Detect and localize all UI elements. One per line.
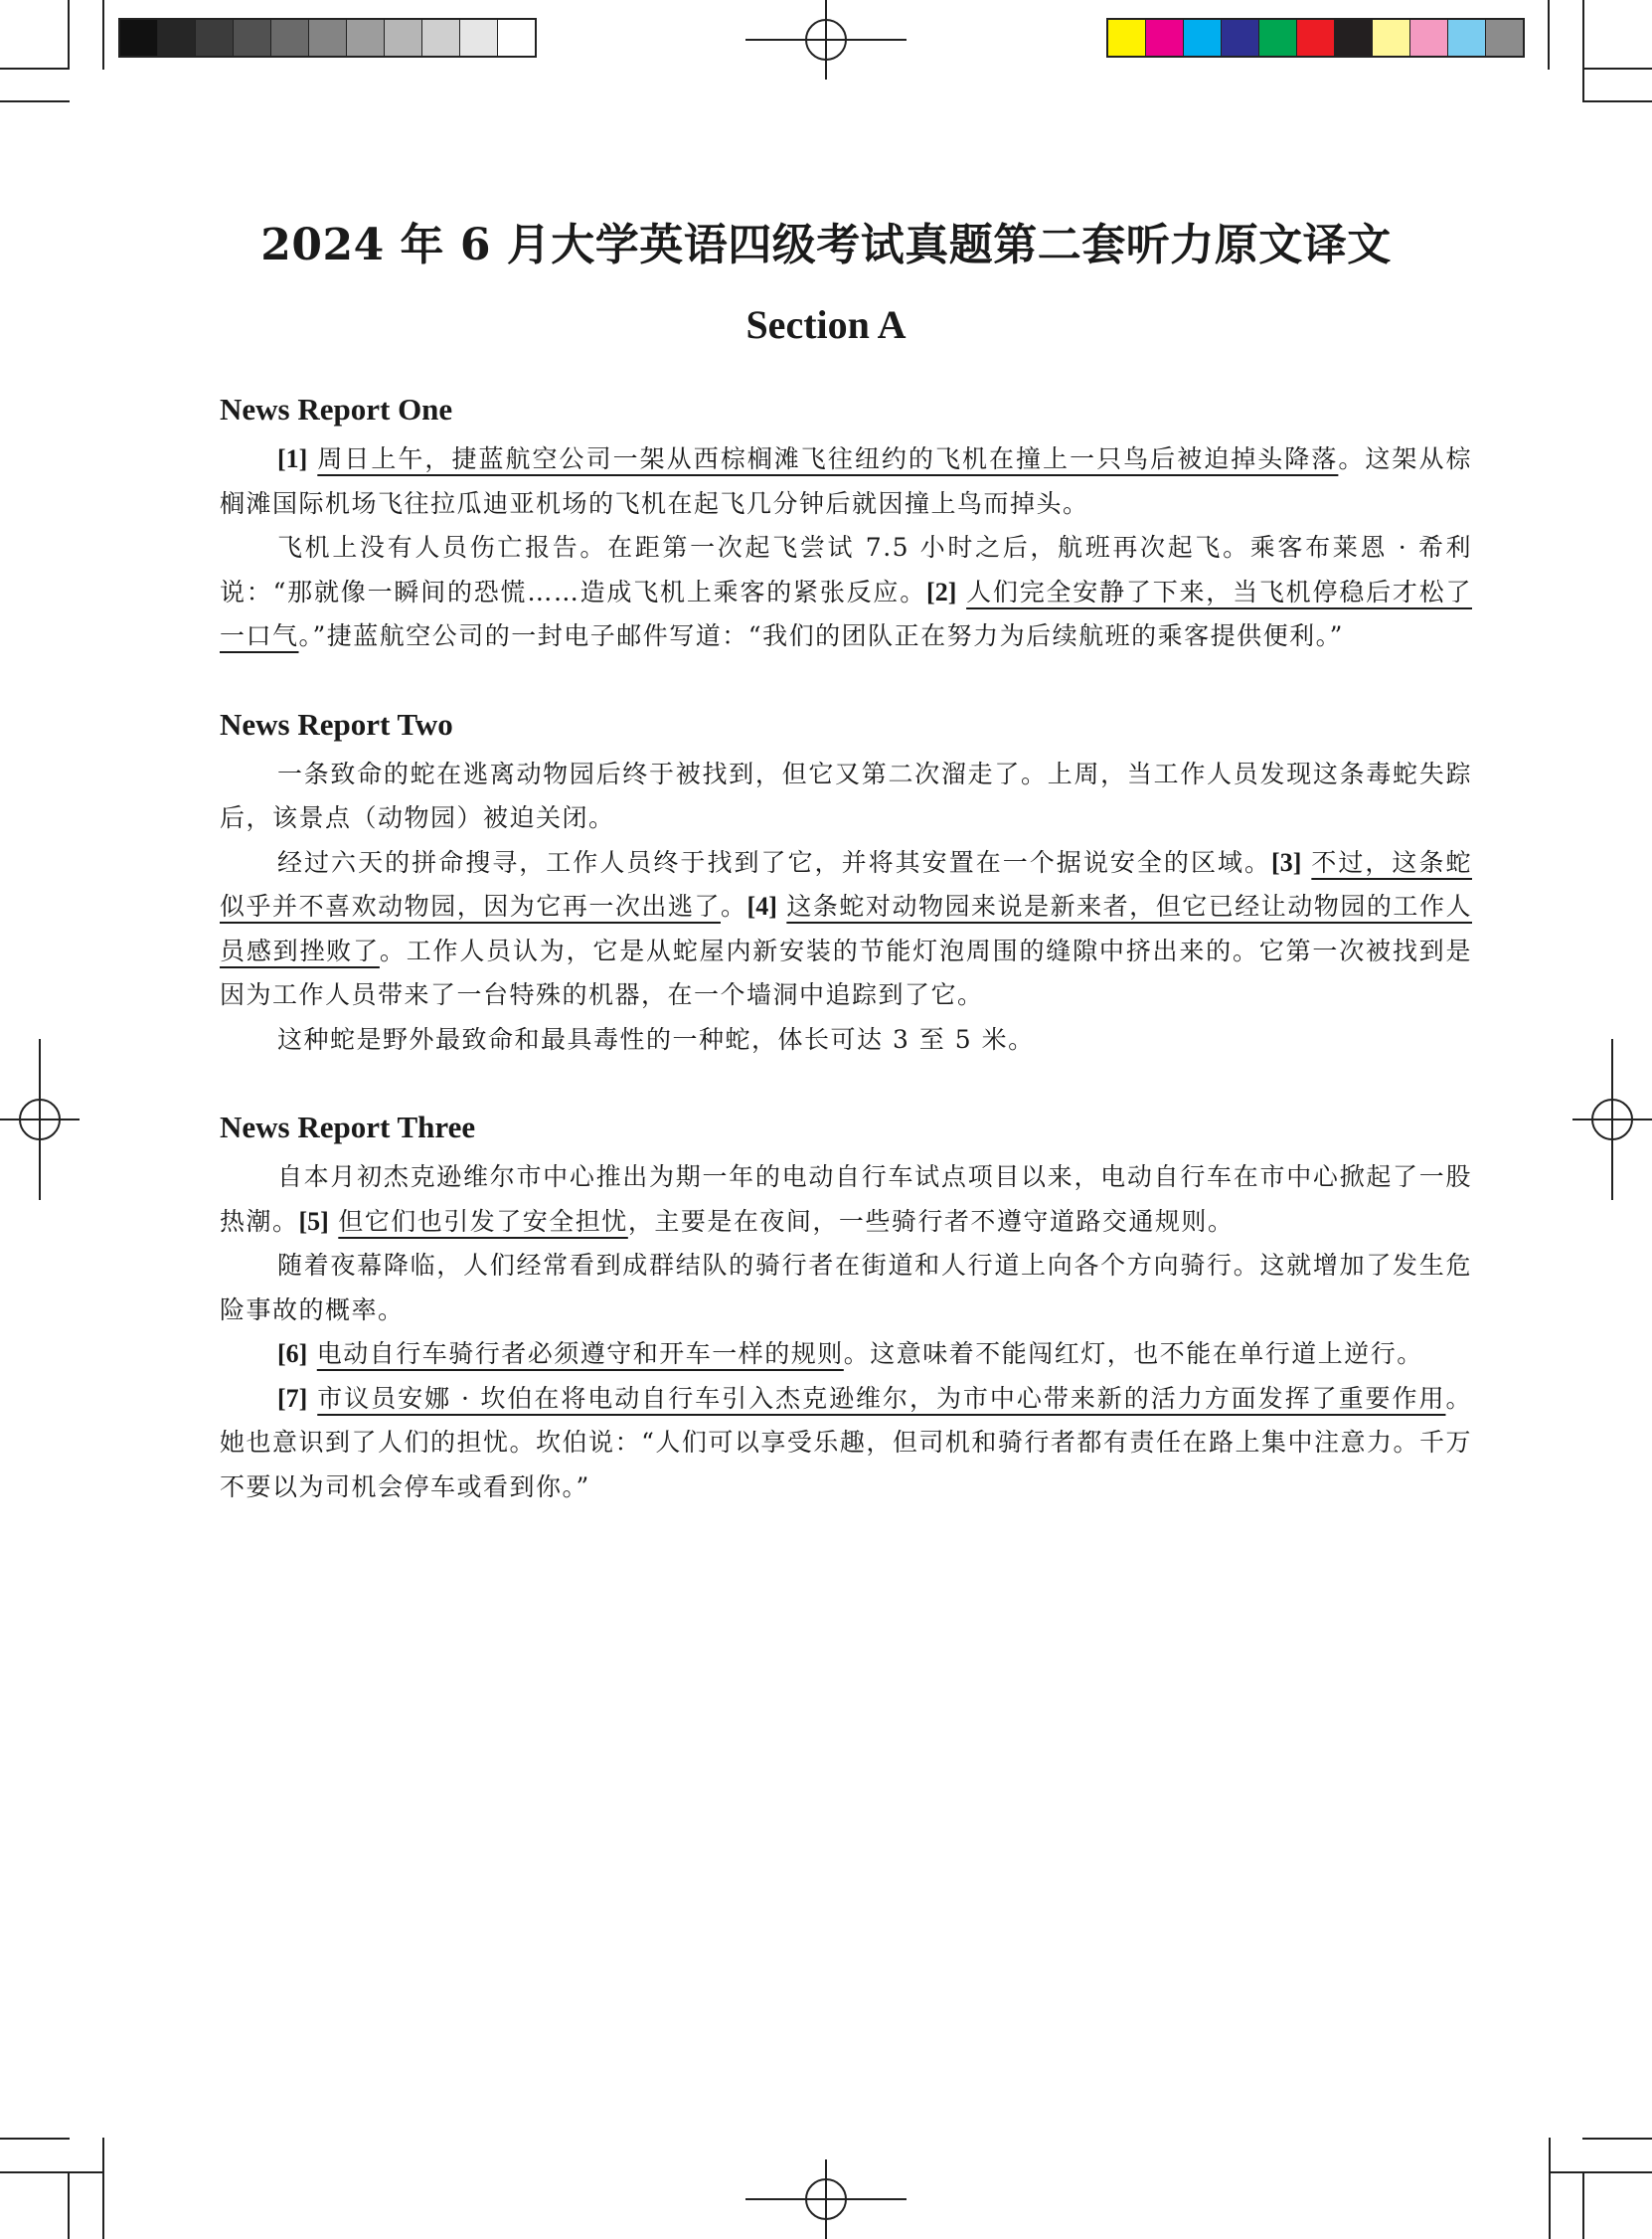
question-number: [4] (746, 892, 777, 921)
registration-mark-icon (745, 2159, 907, 2239)
color-swatch (309, 20, 347, 56)
crop-mark (1582, 2171, 1584, 2239)
registration-mark-icon (1572, 1039, 1652, 1200)
report-paragraph (220, 526, 1472, 659)
report-paragraph (220, 753, 1472, 841)
answer-underline-text: 周日上午，捷蓝航空公司一架从西棕榈滩飞往纽约的飞机在撞上一只鸟后被迫掉头降落 (317, 444, 1339, 473)
crop-mark (102, 0, 104, 70)
color-swatch (385, 20, 422, 56)
crop-mark (1548, 0, 1550, 70)
cmyk-color-bar (1106, 18, 1525, 58)
color-swatch (422, 20, 460, 56)
answer-underline-text: 人们完全安静了下来，当飞机停稳后才松了一口气 (220, 577, 1472, 650)
color-swatch (1410, 20, 1448, 56)
color-swatch (196, 20, 234, 56)
crop-mark (68, 2171, 70, 2239)
crop-mark (0, 2171, 103, 2173)
paragraph-text: 。工作人员认为，它是从蛇屋内新安装的节能灯泡周围的缝隙中挤出来的。它第一次被找到是因为工作人员带来了一台特殊的机器，在一个墙洞中追踪到了它。 (220, 936, 1472, 1009)
question-number: [7] (277, 1383, 308, 1413)
report-spacer (220, 659, 1472, 705)
question-number: [2] (926, 577, 957, 606)
news-report-heading: News Report Three (220, 1110, 476, 1144)
color-swatch (1222, 20, 1259, 56)
paragraph-text: 。”捷蓝航空公司的一封电子邮件写道：“我们的团队正在努力为后续航班的乘客提供便利。” (298, 621, 1344, 650)
crop-mark (0, 2138, 70, 2140)
news-report-heading: News Report Two (220, 706, 453, 742)
question-number: [6] (277, 1339, 308, 1368)
grayscale-color-bar (118, 18, 537, 58)
paragraph-text (307, 1339, 316, 1368)
color-swatch (234, 20, 271, 56)
color-swatch (1184, 20, 1222, 56)
paragraph-text: ，主要是在夜间，一些骑行者不遵守道路交通规则。 (627, 1206, 1235, 1236)
color-swatch (1146, 20, 1184, 56)
color-swatch (1335, 20, 1373, 56)
color-swatch (1486, 20, 1523, 56)
crop-mark (1549, 2138, 1551, 2239)
color-swatch (498, 20, 535, 56)
color-swatch (158, 20, 196, 56)
color-swatch (120, 20, 158, 56)
color-swatch (1259, 20, 1297, 56)
answer-underline-text: 不过，这条蛇似乎并不喜欢动物园，因为它再一次出逃了 (220, 847, 1472, 921)
paragraph-text: 随着夜幕降临，人们经常看到成群结队的骑行者在街道和人行道上向各个方向骑行。这就增加了发生危险事故的概率。 (220, 1251, 1472, 1324)
paragraph-text: 这种蛇是野外最致命和最具毒性的一种蛇，体长可达 3 至 5 米。 (277, 1024, 1035, 1054)
color-swatch (347, 20, 385, 56)
paragraph-text (307, 1384, 317, 1413)
answer-underline-text: 这条蛇对动物园来说是新来者，但它已经让动物园的工作人员感到挫败了 (220, 892, 1472, 965)
report-list (220, 390, 1472, 1509)
paragraph-text (1301, 848, 1311, 877)
crop-mark (0, 100, 70, 102)
news-report-heading: News Report One (220, 392, 453, 427)
paragraph-text (329, 1207, 338, 1236)
paragraph-text: 。 (721, 892, 747, 921)
report-paragraph (220, 1244, 1472, 1332)
report-paragraph (220, 1018, 1472, 1063)
report-paragraph (220, 437, 1472, 526)
color-swatch (1108, 20, 1146, 56)
paragraph-text: 。这架从棕榈滩国际机场飞往拉瓜迪亚机场的飞机在起飞几分钟后就因撞上鸟而掉头。 (220, 444, 1472, 518)
crop-mark (68, 0, 70, 70)
answer-underline-text: 电动自行车骑行者必须遵守和开车一样的规则 (316, 1339, 844, 1368)
crop-mark (0, 68, 70, 70)
color-swatch (1297, 20, 1335, 56)
paragraph-text (777, 892, 786, 921)
crop-mark (102, 2138, 104, 2239)
paragraph-text (307, 444, 317, 473)
answer-underline-text: 但它们也引发了安全担忧 (338, 1206, 628, 1236)
question-number: [3] (1271, 847, 1302, 877)
crop-mark (1582, 68, 1652, 70)
registration-mark-icon (745, 0, 907, 80)
color-swatch (1373, 20, 1410, 56)
report-paragraph (220, 1377, 1472, 1510)
report-paragraph (220, 1155, 1472, 1244)
color-swatch (271, 20, 309, 56)
color-swatch (1448, 20, 1486, 56)
report-spacer (220, 1062, 1472, 1108)
answer-underline-text: 市议员安娜 · 坎伯在将电动自行车引入杰克逊维尔，为市中心带来新的活力方面发挥了重要作用 (317, 1383, 1446, 1413)
crop-mark (1582, 0, 1584, 101)
crop-mark (1549, 2171, 1652, 2173)
paragraph-text (956, 578, 966, 606)
color-swatch (460, 20, 498, 56)
paragraph-text: 经过六天的拼命搜寻，工作人员终于找到了它，并将其安置在一个据说安全的区域。 (277, 847, 1272, 877)
crop-mark (1582, 2138, 1652, 2140)
question-number: [5] (298, 1206, 329, 1236)
crop-mark (1582, 100, 1652, 102)
registration-mark-icon (0, 1039, 80, 1200)
paragraph-text: 飞机上没有人员伤亡报告。在距第一次起飞尝试 7.5 小时之后，航班再次起飞。乘客布莱恩 · 希利说：“那就像一瞬间的恐慌……造成飞机上乘客的紧张反应。 (220, 533, 1472, 606)
paragraph-text: 一条致命的蛇在逃离动物园后终于被找到，但它又第二次溜走了。上周，当工作人员发现这条毒蛇失踪后，该景点（动物园）被迫关闭。 (220, 759, 1472, 832)
report-paragraph (220, 841, 1472, 1018)
question-number: [1] (277, 444, 308, 473)
section-heading: Section A (745, 302, 907, 347)
report-paragraph (220, 1332, 1472, 1377)
paragraph-text: 。她也意识到了人们的担忧。坎伯说：“人们可以享受乐趣，但司机和骑行者都有责任在路上集中注意力。千万不要以为司机会停车或看到你。” (220, 1383, 1472, 1501)
paragraph-text: 自本月初杰克逊维尔市中心推出为期一年的电动自行车试点项目以来，电动自行车在市中心掀起了一股热潮。 (220, 1162, 1472, 1236)
page-title: 2024 年 6 月大学英语四级考试真题第二套听力原文译文 (260, 220, 1392, 270)
paragraph-text: 。这意味着不能闯红灯，也不能在单行道上逆行。 (843, 1339, 1423, 1368)
